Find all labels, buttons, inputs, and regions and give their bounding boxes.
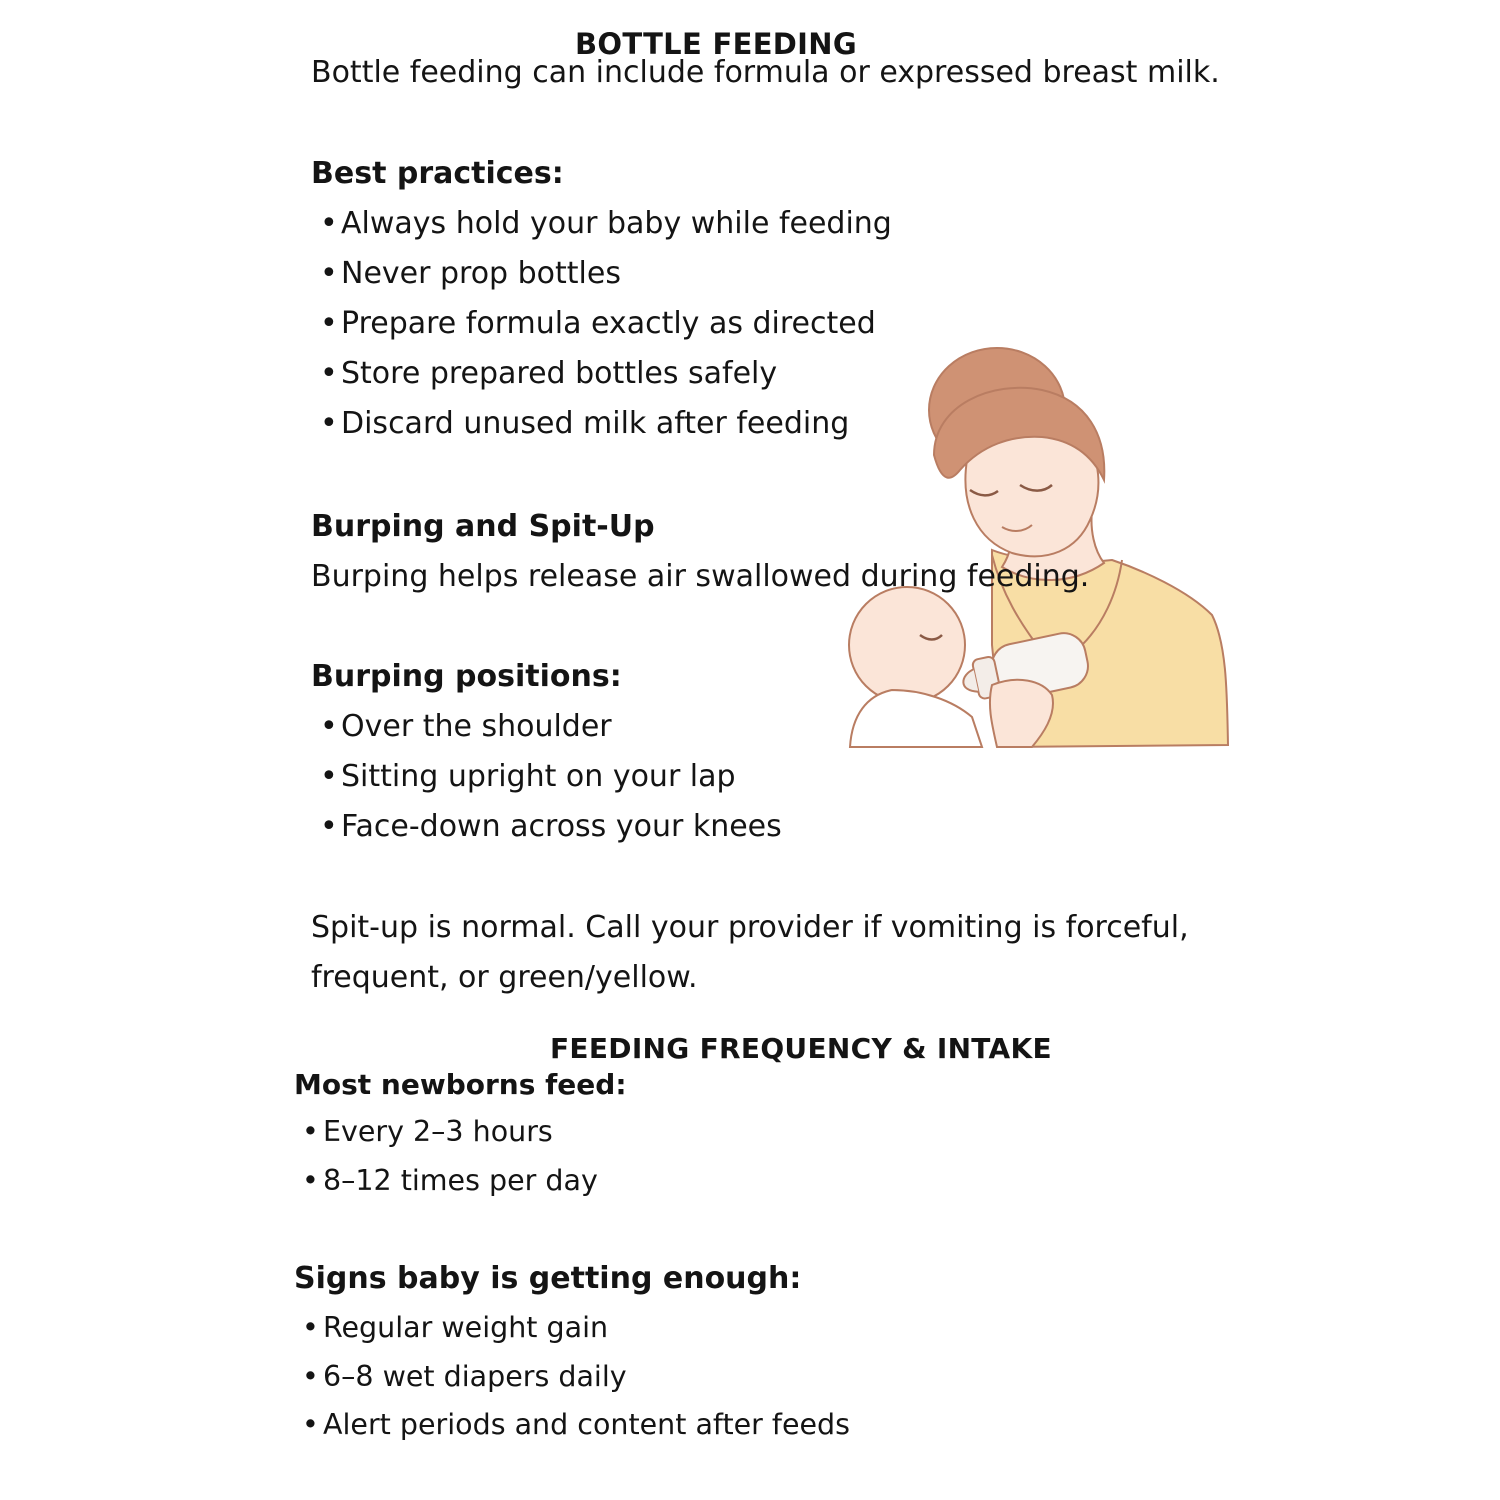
feeding-frequency-title: FEEDING FREQUENCY & INTAKE [550, 1032, 1052, 1065]
list-item: • Store prepared bottles safely [320, 349, 892, 399]
list-item: • Always hold your baby while feeding [320, 199, 892, 249]
signs-enough-heading: Signs baby is getting enough: [294, 1261, 802, 1296]
most-newborns-heading: Most newborns feed: [294, 1068, 627, 1101]
list-item: • Never prop bottles [320, 249, 892, 299]
bottle-feeding-title: BOTTLE FEEDING [575, 27, 857, 61]
burping-heading: Burping and Spit-Up [311, 509, 655, 544]
baby-head [849, 587, 965, 703]
list-item: • 8–12 times per day [302, 1157, 598, 1206]
list-item: • Alert periods and content after feeds [302, 1401, 850, 1450]
list-item: • Prepare formula exactly as directed [320, 299, 892, 349]
list-item: • Every 2–3 hours [302, 1108, 598, 1157]
best-practices-list [320, 199, 892, 449]
burping-text: Burping helps release air swallowed during feeding. [311, 559, 1090, 594]
list-item: • Regular weight gain [302, 1304, 850, 1353]
list-item: • Sitting upright on your lap [320, 752, 782, 802]
bottle-intro: Bottle feeding can include formula or expressed breast milk. [311, 55, 1220, 90]
list-item: • 6–8 wet diapers daily [302, 1353, 850, 1402]
mother-feeding-baby-illustration [842, 345, 1234, 755]
list-item: • Discard unused milk after feeding [320, 399, 892, 449]
burping-positions-list [320, 702, 782, 852]
list-item: • Face-down across your knees [320, 802, 782, 852]
list-item: • Over the shoulder [320, 702, 782, 752]
signs-enough-list [302, 1304, 850, 1450]
burping-positions-heading: Burping positions: [311, 659, 622, 694]
most-newborns-list [302, 1108, 598, 1205]
best-practices-heading: Best practices: [311, 156, 564, 191]
baby-body [850, 690, 982, 747]
spit-up-text: Spit-up is normal. Call your provider if vomiting is forceful, frequent, or green/yellow. [311, 910, 1189, 995]
